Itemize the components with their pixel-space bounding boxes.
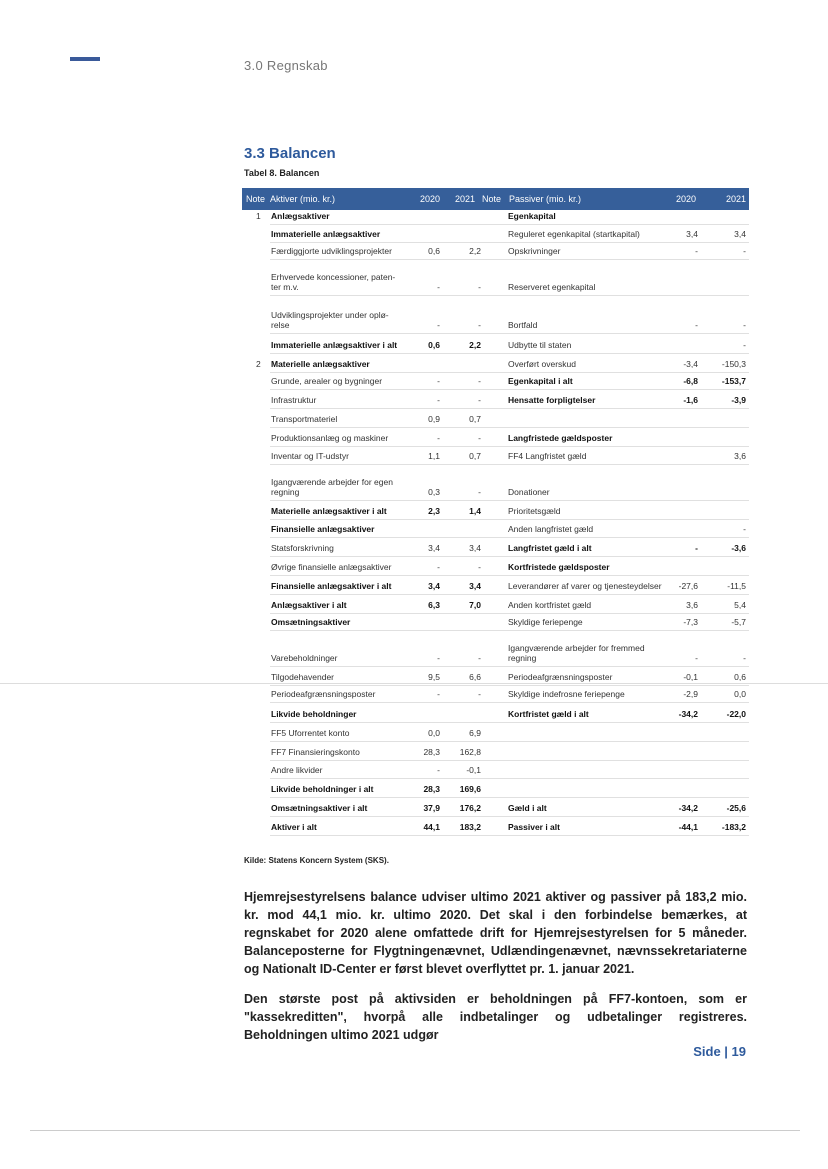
logo-mark <box>70 57 100 61</box>
cell-p20: - <box>695 653 698 664</box>
cell-p21: -3,9 <box>731 395 746 406</box>
cell-a20: 2,3 <box>428 506 440 517</box>
cell-a: Øvrige finansielle anlægsaktiver <box>271 562 392 573</box>
cell-a20: - <box>437 433 440 444</box>
cell-p: Anden kortfristet gæld <box>508 600 592 611</box>
table-row <box>242 334 749 354</box>
cell-a21: 1,4 <box>469 506 481 517</box>
cell-p21: -153,7 <box>721 376 746 387</box>
cell-a21: 6,6 <box>469 672 481 683</box>
cell-a20: - <box>437 653 440 664</box>
cell-a21: 3,4 <box>469 581 481 592</box>
cell-a: Finansielle anlægsaktiver <box>271 524 375 535</box>
table-row <box>242 296 749 334</box>
cell-p: Langfristet gæld i alt <box>508 543 592 554</box>
cell-a21: 0,7 <box>469 414 481 425</box>
cell-a: Omsætningsaktiver i alt <box>271 803 368 814</box>
cell-p21: 0,6 <box>734 672 746 683</box>
table-row <box>242 557 749 576</box>
cell-p20: - <box>695 543 698 554</box>
col-2020-p: 2020 <box>676 194 697 204</box>
cell-a: Anlægsaktiver <box>271 211 330 222</box>
cell-a: Aktiver i alt <box>271 822 317 833</box>
cell-a21: - <box>478 376 481 387</box>
table-row <box>242 243 749 260</box>
table-row <box>242 447 749 465</box>
cell-a20: - <box>437 395 440 406</box>
cell-p20: -7,3 <box>683 617 698 628</box>
cell-p21: -22,0 <box>726 709 746 720</box>
cell-a20: 9,5 <box>428 672 440 683</box>
cell-p: Gæld i alt <box>508 803 547 814</box>
cell-p21: - <box>743 246 746 257</box>
cell-a: Immaterielle anlægsaktiver i alt <box>271 340 398 351</box>
cell-p21: - <box>743 340 746 351</box>
cell-p20: -27,6 <box>678 581 698 592</box>
table-row <box>242 354 749 373</box>
table-row <box>242 501 749 520</box>
col-note-1: Note <box>246 194 266 204</box>
cell-a: Tilgodehavender <box>271 672 335 683</box>
table-row <box>242 409 749 428</box>
cell-a20: - <box>437 562 440 573</box>
col-2020-a: 2020 <box>420 194 441 204</box>
table-row <box>242 210 749 225</box>
cell-p21: 0,0 <box>734 689 746 700</box>
cell-a21: - <box>478 282 481 293</box>
cell-a: Færdiggjorte udviklingsprojekter <box>271 246 392 257</box>
cell-p20: - <box>695 246 698 257</box>
table-row <box>242 428 749 447</box>
cell-a21: - <box>478 689 481 700</box>
table-row <box>242 723 749 742</box>
table-row <box>242 686 749 703</box>
cell-a: Produktionsanlæg og maskiner <box>271 433 389 444</box>
table-row <box>242 465 749 501</box>
table-row <box>242 779 749 798</box>
cell-p20: -44,1 <box>678 822 698 833</box>
cell-a: Erhvervede koncessioner, paten- ter m.v. <box>271 271 396 293</box>
cell-a: Igangværende arbejder for egen regning <box>271 476 393 498</box>
cell-p: Langfristede gældsposter <box>508 433 613 444</box>
col-aktiver: Aktiver (mio. kr.) <box>270 194 336 204</box>
cell-p: Skyldige indefrosne feriepenge <box>508 689 625 700</box>
cell-a20: 0,0 <box>428 728 440 739</box>
cell-p20: - <box>695 320 698 331</box>
cell-p20: -2,9 <box>683 689 698 700</box>
cell-a: Materielle anlægsaktiver i alt <box>271 506 387 517</box>
cell-p21: -183,2 <box>721 822 746 833</box>
cell-a: Transportmateriel <box>271 414 338 425</box>
cell-p: Passiver i alt <box>508 822 560 833</box>
row-divider <box>270 835 749 836</box>
cell-p: Bortfald <box>508 320 538 331</box>
cell-a21: - <box>478 395 481 406</box>
table-caption: Tabel 8. Balancen <box>244 168 320 178</box>
cell-a21: 3,4 <box>469 543 481 554</box>
cell-a: Infrastruktur <box>271 395 317 406</box>
cell-p20: -3,4 <box>683 359 698 370</box>
page-number: Side | 19 <box>693 1044 746 1059</box>
cell-a: Udviklingsprojekter under oplø- relse <box>271 309 389 331</box>
table-row <box>242 614 749 631</box>
table-row <box>242 742 749 761</box>
cell-p20: -34,2 <box>678 803 698 814</box>
cell-p20: -34,2 <box>678 709 698 720</box>
cell-p: Hensatte forpligtelser <box>508 395 596 406</box>
section-heading: 3.3 Balancen <box>244 145 336 162</box>
cell-a: Omsætningsaktiver <box>271 617 351 628</box>
table-row <box>242 798 749 817</box>
cell-a: Varebeholdninger <box>271 653 338 664</box>
cell-a21: - <box>478 433 481 444</box>
cell-p21: 5,4 <box>734 600 746 611</box>
cell-a21: - <box>478 487 481 498</box>
table-row <box>242 520 749 538</box>
cell-a21: 7,0 <box>469 600 481 611</box>
cell-a: FF7 Finansieringskonto <box>271 747 360 758</box>
cell-p21: -25,6 <box>726 803 746 814</box>
cell-a: Likvide beholdninger <box>271 709 357 720</box>
cell-p: Reserveret egenkapital <box>508 282 596 293</box>
cell-p21: 3,6 <box>734 451 746 462</box>
cell-p: FF4 Langfristet gæld <box>508 451 587 462</box>
cell-p: Reguleret egenkapital (startkapital) <box>508 229 640 240</box>
table-source: Kilde: Statens Koncern System (SKS). <box>244 856 389 865</box>
cell-p21: - <box>743 653 746 664</box>
cell-a20: 1,1 <box>428 451 440 462</box>
cell-p: Donationer <box>508 487 550 498</box>
cell-a20: 28,3 <box>423 747 440 758</box>
cell-a: Inventar og IT-udstyr <box>271 451 349 462</box>
cell-p20: 3,6 <box>686 600 698 611</box>
cell-a21: 0,7 <box>469 451 481 462</box>
cell-a21: - <box>478 562 481 573</box>
cell-a: Andre likvider <box>271 765 323 776</box>
cell-a20: 44,1 <box>423 822 440 833</box>
cell-a: Finansielle anlægsaktiver i alt <box>271 581 392 592</box>
cell-a20: 3,4 <box>428 543 440 554</box>
cell-a20: - <box>437 689 440 700</box>
table-row <box>242 260 749 296</box>
cell-n1: 2 <box>256 359 261 370</box>
cell-a20: 37,9 <box>423 803 440 814</box>
cell-p21: - <box>743 320 746 331</box>
cell-p: Egenkapital <box>508 211 556 222</box>
cell-p20: -0,1 <box>683 672 698 683</box>
cell-p21: - <box>743 524 746 535</box>
cell-a21: 169,6 <box>459 784 481 795</box>
page-divider <box>0 683 828 684</box>
cell-p: Igangværende arbejder for fremmed regning <box>508 642 645 664</box>
cell-a20: 3,4 <box>428 581 440 592</box>
cell-a21: - <box>478 320 481 331</box>
cell-a20: 0,3 <box>428 487 440 498</box>
cell-p: Leverandører af varer og tjenesteydelser <box>508 581 662 592</box>
col-2021-a: 2021 <box>455 194 476 204</box>
table-row <box>242 631 749 667</box>
cell-a20: 6,3 <box>428 600 440 611</box>
cell-p21: 3,4 <box>734 229 746 240</box>
table-row <box>242 595 749 614</box>
cell-a21: 176,2 <box>459 803 481 814</box>
cell-p20: -6,8 <box>683 376 698 387</box>
cell-p21: -11,5 <box>727 581 746 592</box>
paragraph-1: Hjemrejsestyrelsens balance udviser ultimo 2021 aktiver og passiver på 183,2 mio. kr. mod 44,1 mio. kr. ultimo 2020. Det skal i den forbindelse bemærkes, at regnskabet for 2020 alene omfattede drift for Hjemrejsestyrelsen for 5 måneder. Balanceposterne for Flygtningenævnet, Udlændingenævnet, nævnssekretariaterne og Nationalt ID-Center er først blevet overflyttet pr. 1. januar 2021. <box>244 890 747 976</box>
cell-a20: - <box>437 320 440 331</box>
cell-a20: 28,3 <box>423 784 440 795</box>
table-header <box>242 188 749 210</box>
balance-table <box>242 210 749 836</box>
cell-a21: 2,2 <box>469 340 481 351</box>
cell-a21: 162,8 <box>459 747 481 758</box>
cell-a: Likvide beholdninger i alt <box>271 784 374 795</box>
cell-a20: - <box>437 765 440 776</box>
table-row <box>242 373 749 390</box>
cell-p: Kortfristet gæld i alt <box>508 709 589 720</box>
cell-p20: 3,4 <box>686 229 698 240</box>
cell-p: Udbytte til staten <box>508 340 572 351</box>
cell-a: Anlægsaktiver i alt <box>271 600 347 611</box>
cell-p: Periodeafgrænsningsposter <box>508 672 613 683</box>
cell-a20: 0,9 <box>428 414 440 425</box>
col-2021-p: 2021 <box>726 194 747 204</box>
cell-n1: 1 <box>256 211 261 222</box>
cell-a: FF5 Uforrentet konto <box>271 728 350 739</box>
table-row <box>242 538 749 557</box>
col-note-2: Note <box>482 194 502 204</box>
cell-a20: - <box>437 282 440 293</box>
table-row <box>242 817 749 836</box>
cell-a21: -0,1 <box>466 765 481 776</box>
cell-a20: - <box>437 376 440 387</box>
cell-a21: 183,2 <box>459 822 481 833</box>
cell-p21: -150,3 <box>721 359 746 370</box>
cell-p20: -1,6 <box>683 395 698 406</box>
col-passiver: Passiver (mio. kr.) <box>509 194 582 204</box>
cell-p: Kortfristede gældsposter <box>508 562 610 573</box>
cell-a21: 6,9 <box>469 728 481 739</box>
cell-a21: 2,2 <box>469 246 481 257</box>
cell-p21: -5,7 <box>731 617 746 628</box>
cell-a: Periodeafgrænsningsposter <box>271 689 376 700</box>
cell-a20: 0,6 <box>428 246 440 257</box>
cell-a: Immaterielle anlægsaktiver <box>271 229 381 240</box>
section-header: 3.0 Regnskab <box>244 58 328 73</box>
cell-a21: - <box>478 653 481 664</box>
cell-p: Overført overskud <box>508 359 577 370</box>
paragraph-2: Den største post på aktivsiden er beholdningen på FF7-kontoen, som er "kassekreditten", hvorpå alle indbetalinger og udbetalinger registreres. Beholdningen ultimo 2021 udgør <box>244 992 747 1042</box>
cell-a: Statsforskrivning <box>271 543 334 554</box>
table-row <box>242 576 749 595</box>
cell-a20: 0,6 <box>428 340 440 351</box>
cell-a: Materielle anlægsaktiver <box>271 359 370 370</box>
cell-p: Opskrivninger <box>508 246 561 257</box>
cell-p21: -3,6 <box>731 543 746 554</box>
table-row <box>242 703 749 723</box>
table-row <box>242 390 749 409</box>
table-row <box>242 225 749 243</box>
cell-p: Prioritetsgæld <box>508 506 561 517</box>
cell-p: Egenkapital i alt <box>508 376 573 387</box>
cell-p: Anden langfristet gæld <box>508 524 594 535</box>
cell-p: Skyldige feriepenge <box>508 617 583 628</box>
footer-line <box>30 1130 800 1131</box>
cell-a: Grunde, arealer og bygninger <box>271 376 383 387</box>
table-row <box>242 761 749 779</box>
